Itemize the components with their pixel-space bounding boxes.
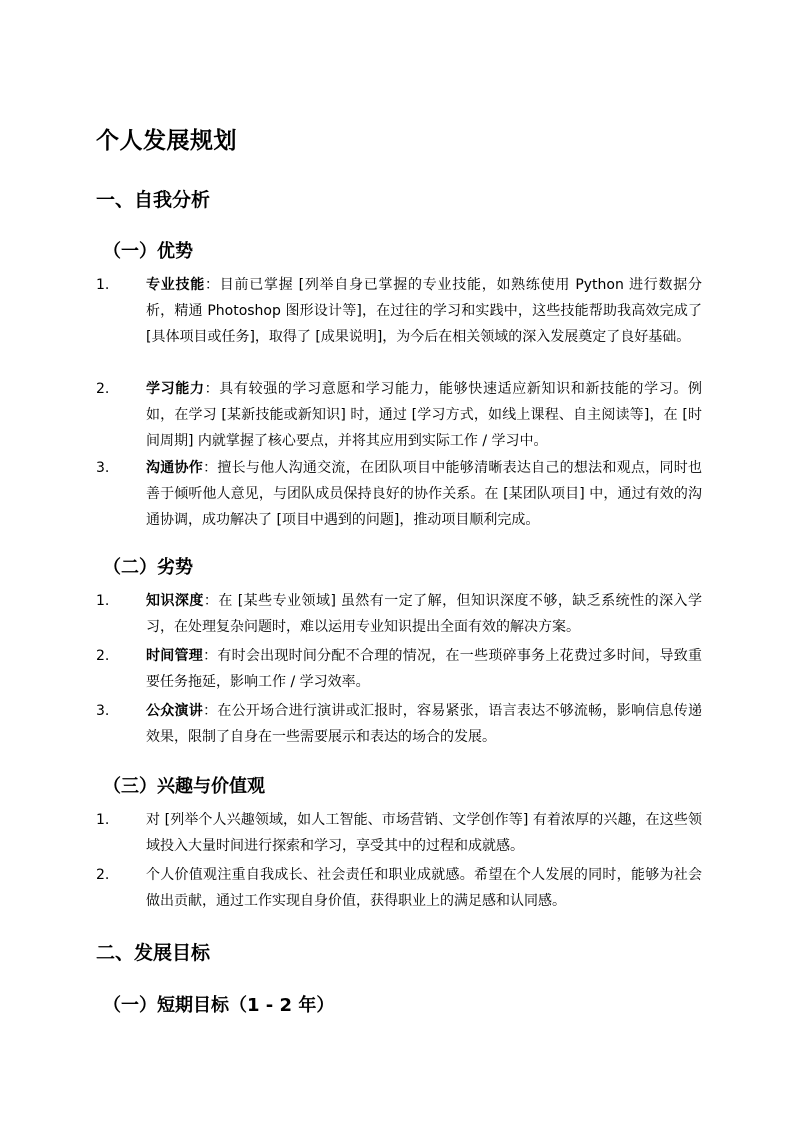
- item-separator: ：: [203, 648, 218, 664]
- list-number: 1.: [96, 593, 110, 609]
- list-item-text: [146, 588, 702, 640]
- item-label: 沟通协作: [146, 460, 204, 476]
- list-number: 1.: [96, 812, 110, 828]
- list-item: [96, 376, 706, 454]
- list-item: [96, 455, 706, 533]
- item-body: 在 [某些专业领域] 虽然有一定了解，但知识深度不够，缺乏系统性的深入学习，在处理复杂问题时，难以运用专业知识提出全面有效的解决方案。: [146, 593, 703, 635]
- list-number: 1.: [96, 277, 110, 293]
- subheading-strengths: （一）优势: [103, 241, 193, 262]
- list-number: 2.: [96, 867, 110, 883]
- section-heading-development-goals: 二、发展目标: [96, 942, 211, 964]
- item-body: 在公开场合进行演讲或汇报时，容易紧张，语言表达不够流畅，影响信息传递效果，限制了自身在一些需要展示和表达的场合的发展。: [146, 703, 703, 745]
- item-separator: ：: [204, 277, 220, 293]
- item-label: 时间管理: [146, 648, 204, 664]
- item-label: 专业技能: [146, 277, 205, 293]
- item-body: 具有较强的学习意愿和学习能力，能够快速适应新知识和新技能的学习。例如，在学习 [某新技能或新知识] 时，通过 [学习方式，如线上课程、自主阅读等]，在 [时间周期] 内就掌握了核心要点，并将其应用到实际工作 / 学习中。: [146, 381, 703, 449]
- item-label: 公众演讲: [146, 703, 204, 719]
- list-item: [96, 588, 706, 640]
- list-number: 3.: [96, 703, 110, 719]
- item-label: 知识深度: [146, 593, 204, 609]
- list-number: 3.: [96, 460, 110, 476]
- item-body: 擅长与他人沟通交流，在团队项目中能够清晰表达自己的想法和观点，同时也善于倾听他人意见，与团队成员保持良好的协作关系。在 [某团队项目] 中，通过有效的沟通协调，成功解决了 [项目中遇到的问题]，推动项目顺利完成。: [146, 460, 703, 528]
- list-item-text: [146, 272, 702, 350]
- list-item: [96, 698, 706, 750]
- list-item: [96, 862, 706, 914]
- list-item: [96, 272, 706, 350]
- list-number: 2.: [96, 648, 110, 664]
- item-separator: ：: [203, 460, 218, 476]
- list-item: [96, 807, 706, 859]
- list-item-text: [146, 376, 702, 454]
- subheading-weaknesses: （二）劣势: [103, 557, 193, 578]
- item-body: 有时会出现时间分配不合理的情况，在一些琐碎事务上花费过多时间，导致重要任务拖延，影响工作 / 学习效率。: [146, 648, 703, 690]
- list-item-text: [146, 455, 702, 533]
- subheading-short-term-goals: （一）短期目标（1 - 2 年）: [103, 995, 335, 1016]
- list-item-text: 对 [列举个人兴趣领域，如人工智能、市场营销、文学创作等] 有着浓厚的兴趣，在这些领域投入大量时间进行探索和学习，享受其中的过程和成就感。: [146, 812, 702, 854]
- list-item-text: 个人价值观注重自我成长、社会责任和职业成就感。希望在个人发展的同时，能够为社会做出贡献，通过工作实现自身价值，获得职业上的满足感和认同感。: [146, 867, 702, 909]
- section-heading-self-analysis: 一、自我分析: [96, 189, 211, 211]
- item-body: 目前已掌握 [列举自身已掌握的专业技能，如熟练使用 Python 进行数据分析，精通 Photoshop 图形设计等]，在过往的学习和实践中，这些技能帮助我高效完成了 [具体项目或任务]，取得了 [成果说明]，为今后在相关领域的深入发展奠定了良好基础。: [146, 277, 703, 345]
- list-item-text: [146, 698, 702, 750]
- list-item-text: [146, 643, 702, 695]
- subheading-interests-values: （三）兴趣与价值观: [103, 776, 265, 797]
- document-title: 个人发展规划: [96, 128, 237, 154]
- list-number: 2.: [96, 381, 110, 397]
- item-separator: ：: [203, 703, 218, 719]
- item-separator: ：: [203, 593, 219, 609]
- list-item: [96, 643, 706, 695]
- item-separator: ：: [204, 381, 220, 397]
- item-label: 学习能力: [146, 381, 205, 397]
